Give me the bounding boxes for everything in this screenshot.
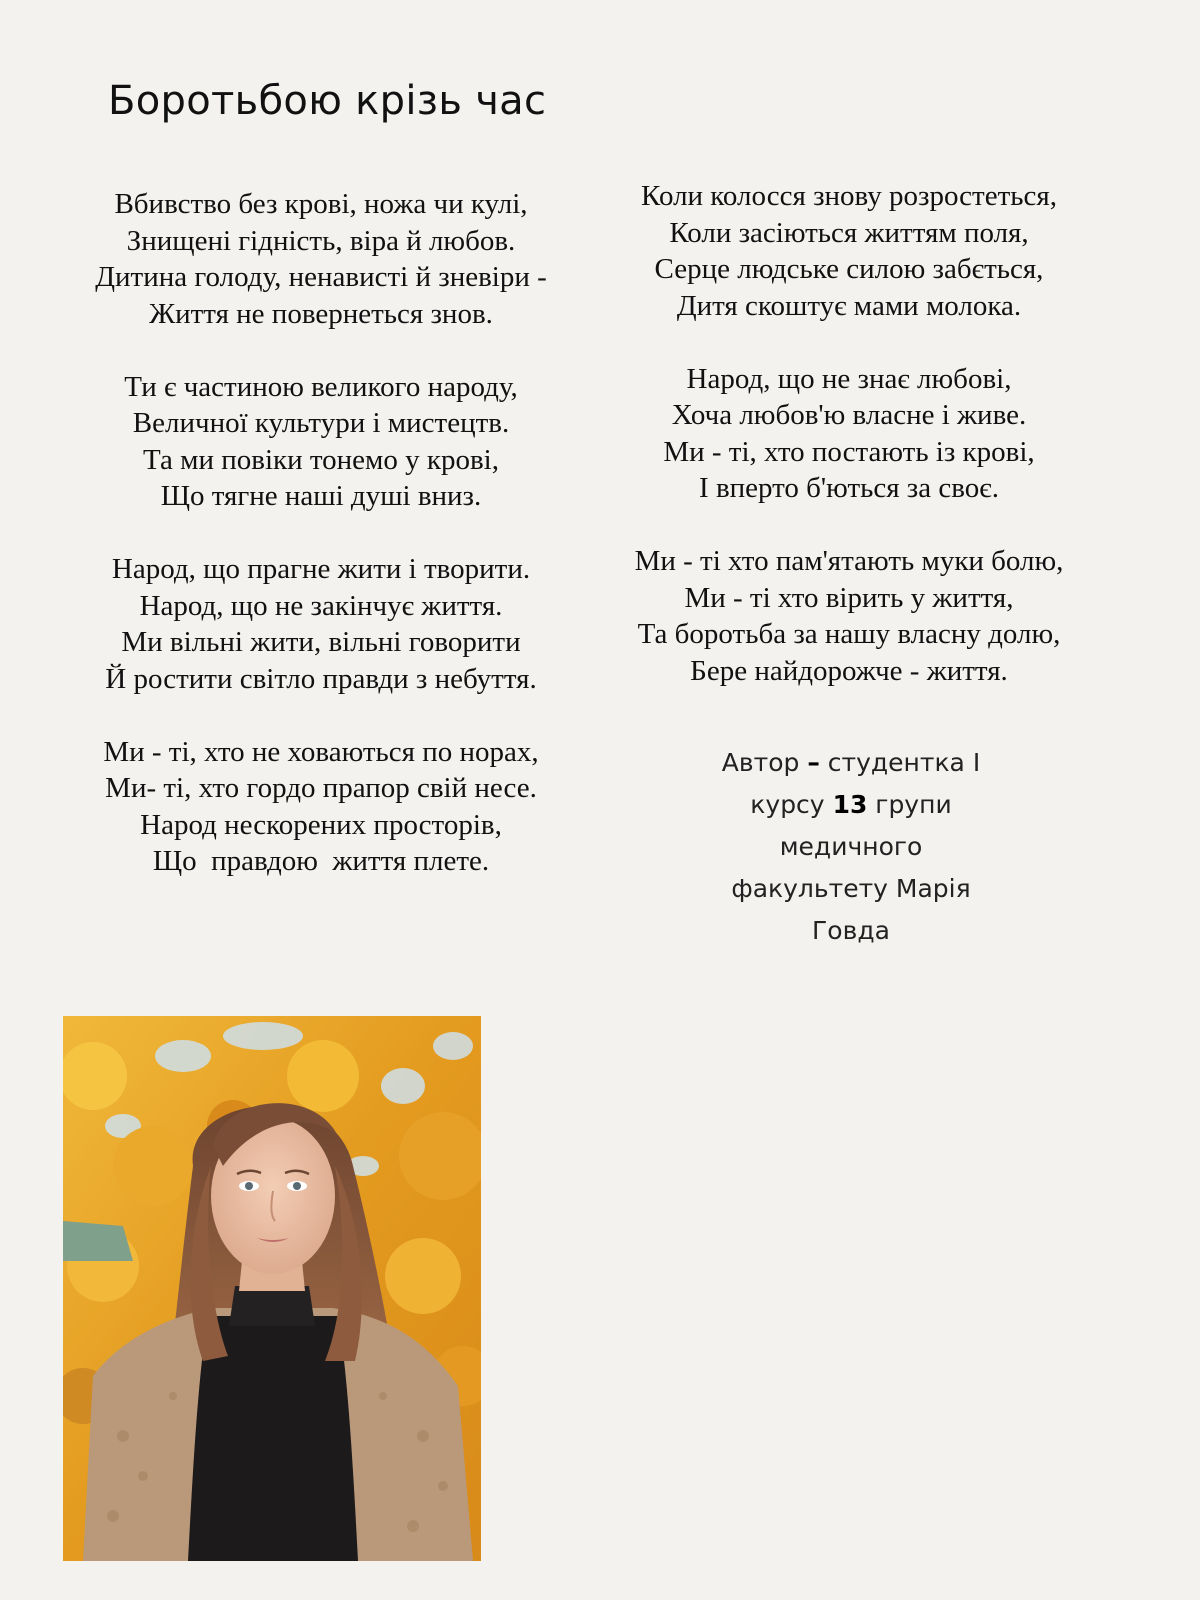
poem-line: Народ, що прагне жити і творити. [111, 553, 531, 585]
poem-line: Ти є частиною великого народу, [124, 370, 518, 403]
stanza [38, 734, 604, 880]
author-line [720, 742, 982, 784]
poem-line: Ми - ті хто вірить у життя, [684, 581, 1014, 614]
stanza [38, 186, 604, 332]
poem-line: Величної культури і мистецтв. [132, 407, 510, 439]
group-number: 13 [832, 790, 868, 819]
poem-line: Серце людське силою забється, [654, 253, 1044, 285]
roof-background [63, 1221, 133, 1261]
poem-line: Коли засіються життям поля, [669, 216, 1029, 249]
stanza [606, 178, 1092, 324]
poem-line: Дитя скоштує мами молока. [676, 289, 1022, 322]
stanza [606, 543, 1092, 689]
poem-title: Боротьбою крізь час [108, 78, 547, 124]
poem-line: Ми - ті, хто не ховаються по норах, [103, 735, 539, 768]
poem-line: Хоча любов'ю власне і живе. [671, 399, 1027, 431]
poem-line: Й ростити світло правди з небуття. [105, 662, 537, 695]
stanza [606, 361, 1092, 507]
author-line: Говда [812, 916, 890, 945]
poem-line: Що тягне наші душі вниз. [160, 480, 482, 512]
poem-line: Народ, що не закінчує життя. [139, 589, 503, 622]
author-text: групи [867, 790, 952, 819]
poem-line: Ми вільні жити, вільні говорити [121, 626, 521, 658]
poem-line: Ми - ті хто пам'ятають муки болю, [634, 545, 1064, 577]
poem-line: Дитина голоду, ненависті й зневіри - [95, 261, 547, 293]
author-dash: – [807, 748, 820, 777]
poem-line: І вперто б'ються за своє. [699, 472, 999, 504]
author-text: курсу [750, 790, 833, 819]
stanza [38, 551, 604, 697]
author-line [720, 784, 982, 826]
poem-line: Народ, що не знає любові, [686, 362, 1012, 395]
poem-line: Бере найдорожче - життя. [690, 654, 1008, 687]
author-line: медичного [779, 832, 923, 861]
author-line: факультету Марія [731, 874, 971, 903]
collar [229, 1286, 315, 1326]
poem-line: Коли колосся знову розростеться, [641, 180, 1057, 212]
author-text: студентка І [819, 748, 981, 777]
poem-line: Життя не повернеться знов. [149, 297, 493, 330]
poem-line: Вбивство без крові, ножа чи кулі, [114, 188, 528, 220]
poem-left-column [38, 186, 604, 916]
portrait-illustration [63, 1016, 481, 1561]
poem-line: Ми- ті, хто гордо прапор свій несе. [105, 772, 537, 804]
poem-line: Народ нескорених просторів, [140, 808, 502, 841]
poem-line: Та ми повіки тонемо у крові, [143, 443, 499, 476]
poem-line: Знищені гідність, віра й любов. [126, 224, 516, 257]
poem-line: Що правдою життя плете. [152, 845, 490, 877]
poem-line: Ми - ті, хто постають із крові, [663, 435, 1035, 468]
poem-right-column [606, 178, 1092, 726]
poem-line: Та боротьба за нашу власну долю, [637, 618, 1061, 650]
author-label: Автор [721, 748, 800, 777]
author-credit [720, 742, 982, 952]
author-photo [63, 1016, 481, 1561]
stanza [38, 369, 604, 515]
